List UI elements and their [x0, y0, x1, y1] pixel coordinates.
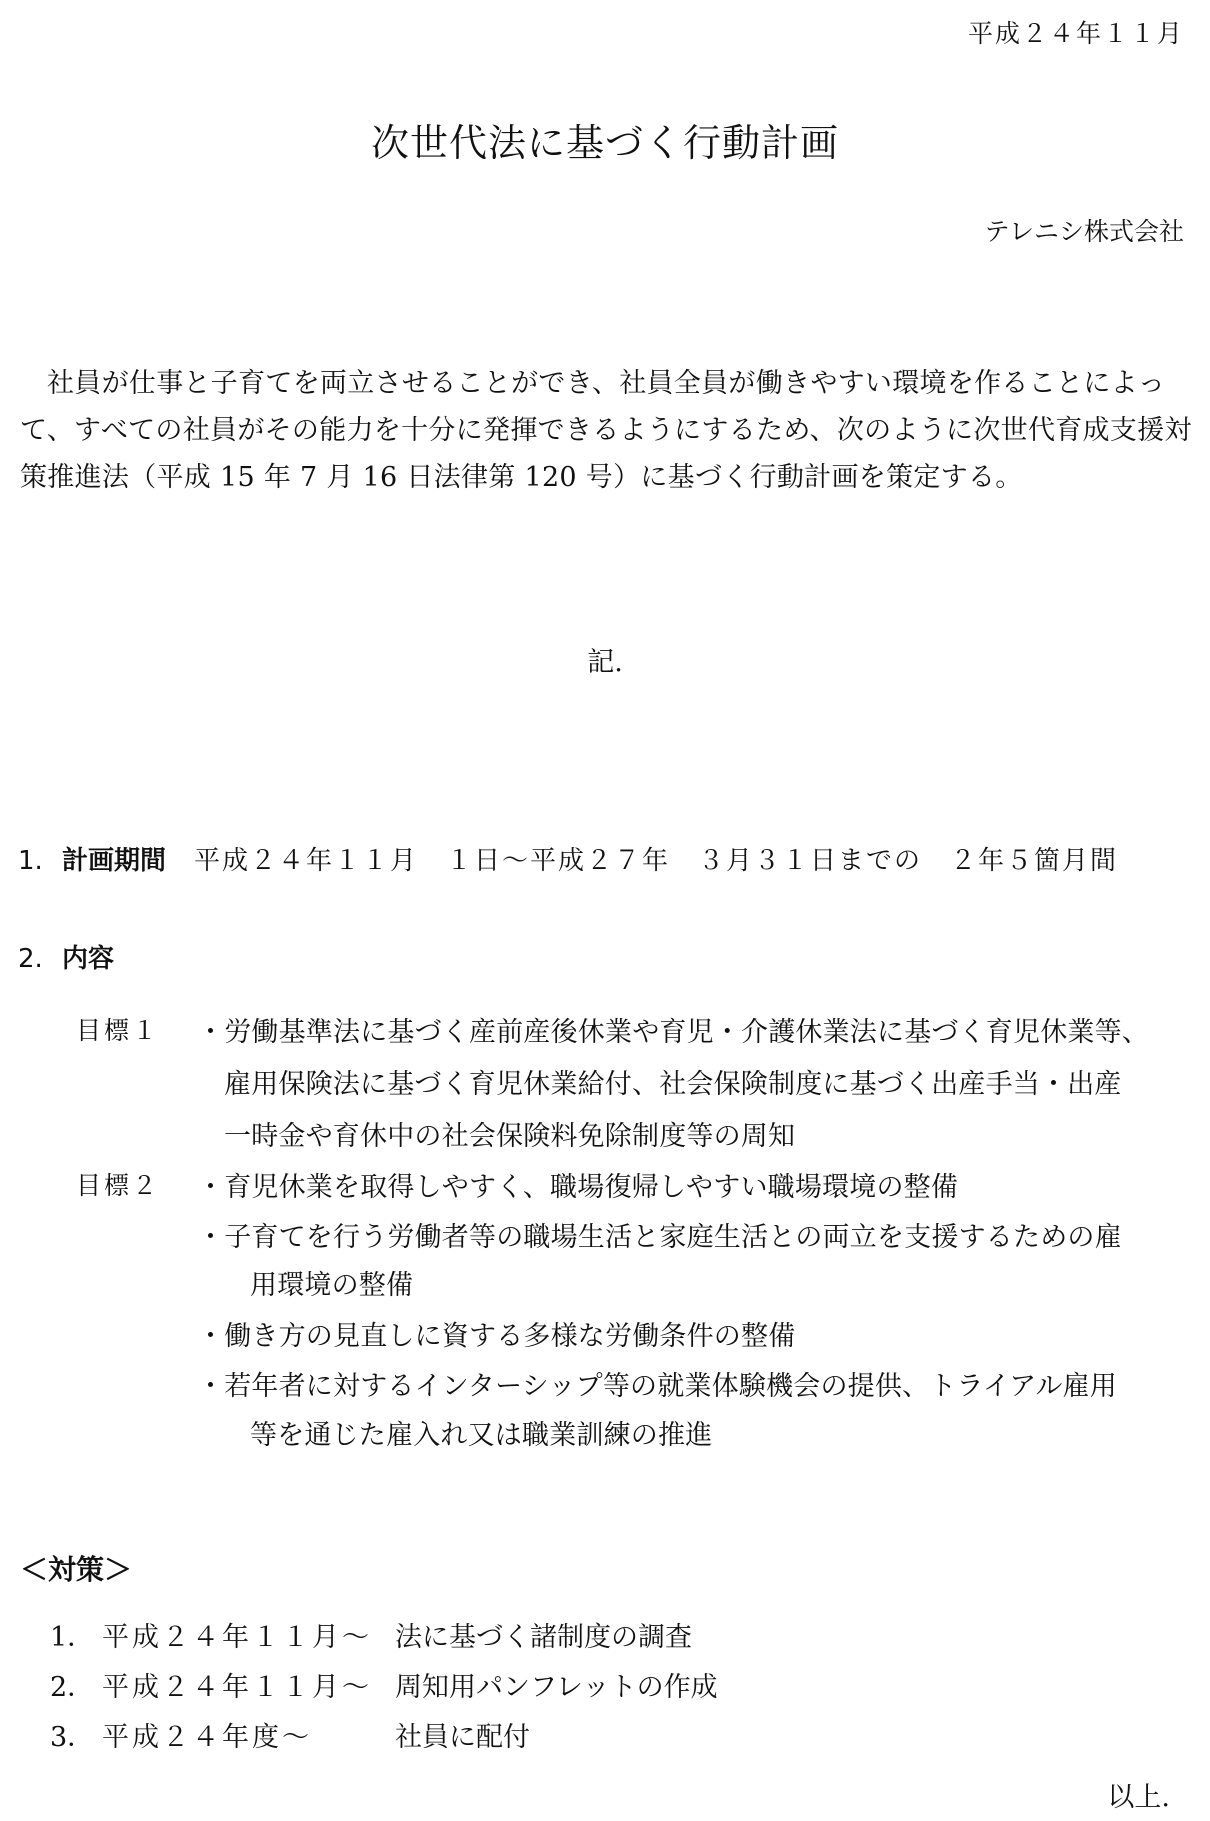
- goal-1-line: 雇用保険法に基づく育児休業給付、社会保険制度に基づく出産手当・出産: [224, 1069, 1122, 1100]
- section-label: 内容: [62, 944, 115, 974]
- goal-1-line: 一時金や育休中の社会保険料免除制度等の周知: [224, 1121, 796, 1152]
- goal-2-line: ・子育てを行う労働者等の職場生活と家庭生活との両立を支援するための雇: [197, 1222, 1122, 1253]
- section-contents: [18, 938, 142, 975]
- section-number: 1.: [18, 846, 43, 876]
- measure-action: 法に基づく諸制度の調査: [395, 1622, 692, 1653]
- intro-paragraph: 社員が仕事と子育てを両立させることができ、社員全員が働きやすい環境を作ることによって、すべての社員がその能力を十分に発揮できるようにするため、次のように次世代育成支援対策推進法（平成 15 年 7 月 16 日法律第 120 号）に基づく行動計画を策定する。: [20, 368, 1192, 493]
- goal-2-label: 目標２: [76, 1171, 161, 1200]
- company-name: テレニシ株式会社: [984, 217, 1184, 246]
- goal-2-line: ・若年者に対するインターシップ等の就業体験機会の提供、トライアル雇用: [197, 1371, 1117, 1402]
- section-number: 2.: [18, 944, 43, 974]
- closing-text: 以上.: [1107, 1782, 1170, 1813]
- measure-date: 平成２４年度～: [102, 1722, 312, 1753]
- plan-period-text: 平成２４年１１月 １日～平成２７年 ３月３１日までの ２年５箇月間: [194, 846, 1119, 876]
- goal-1-label: 目標１: [76, 1016, 161, 1045]
- document-date: 平成２４年１１月: [967, 19, 1184, 48]
- document-title: 次世代法に基づく行動計画: [370, 121, 839, 165]
- measure-action: 社員に配付: [395, 1722, 530, 1753]
- measure-number: 1．: [50, 1622, 95, 1653]
- goal-1-line: ・労働基準法に基づく産前産後休業や育児・介護休業法に基づく育児休業等、: [197, 1017, 1149, 1048]
- goal-2-line: ・働き方の見直しに資する多様な労働条件の整備: [197, 1321, 796, 1352]
- goal-2-line: 用環境の整備: [250, 1270, 414, 1301]
- measure-number: 2．: [50, 1672, 95, 1703]
- ki-marker: 記.: [587, 647, 623, 678]
- section-plan-period: [18, 840, 1118, 877]
- goal-2-line: ・育児休業を取得しやすく、職場復帰しやすい職場環境の整備: [197, 1172, 959, 1203]
- goal-2-line: 等を通じた雇入れ又は職業訓練の推進: [250, 1420, 713, 1451]
- measure-date: 平成２４年１１月～: [102, 1672, 372, 1703]
- section-label: 計画期間: [62, 846, 167, 876]
- measure-number: 3．: [50, 1722, 95, 1753]
- measures-heading: ＜対策＞: [20, 1553, 133, 1586]
- measure-action: 周知用パンフレットの作成: [395, 1672, 718, 1703]
- measure-date: 平成２４年１１月～: [102, 1622, 372, 1653]
